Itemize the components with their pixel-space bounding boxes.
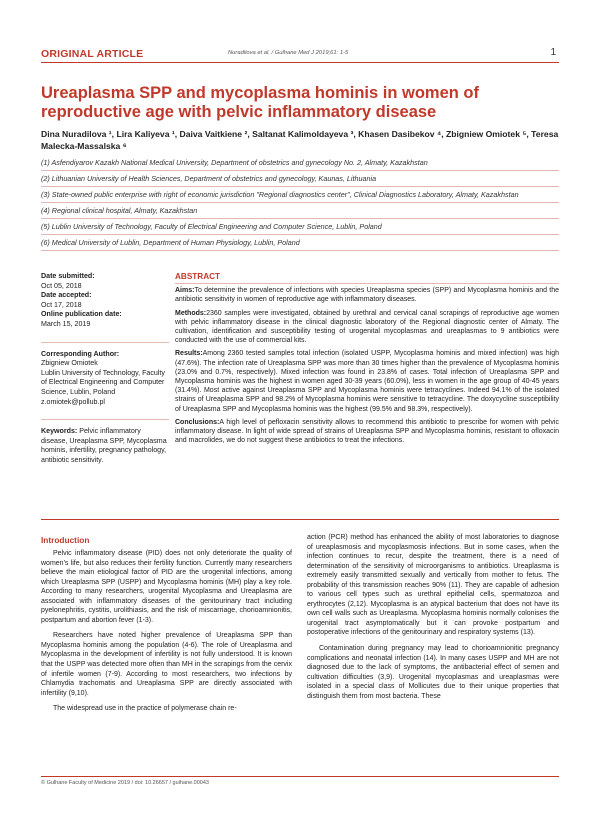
page-number: 1 — [550, 47, 556, 58]
abstract-aims — [175, 286, 559, 304]
article-type-label: ORIGINAL ARTICLE — [41, 48, 144, 60]
article-title: Ureaplasma SPP and mycoplasma hominis in women of reproductive age with pelvic inflammatory disease — [41, 84, 479, 121]
aims-label: Aims: — [175, 287, 195, 295]
submitted-date: Oct 05, 2018 — [41, 281, 82, 290]
accepted-label: Date accepted: — [41, 291, 92, 300]
conclusions-text: A high level of pefloxacin sensitivity allows to recommend this antibiotic to prescribe for women with pelvic inflammatory disease. In light of wide spread of strains of Ureaplasma SPP and Mycoplasma hominis, resistant to ofloxacin and macrolides, we do not suggest these antibiotics to treat the infections. — [175, 418, 559, 445]
section-divider — [41, 519, 559, 520]
affiliation-item: (1) Asfendiyarov Kazakh National Medical University, Department of obstetrics and gynecology No. 2, Almaty, Kazakhstan — [41, 155, 559, 171]
aims-text: To determine the prevalence of infections with species Ureaplasma species (SPP) and Mycoplasma hominis and the antibiotic sensitivity in women of reproductive age with inflammatory diseases. — [175, 287, 559, 304]
online-label: Online publication date: — [41, 310, 122, 319]
abstract-results — [175, 349, 559, 413]
corresponding-label: Corresponding Author: — [41, 349, 120, 358]
submitted-label: Date submitted: — [41, 272, 95, 280]
sidebar-divider — [41, 419, 169, 420]
body-paragraph: Researchers have noted higher prevalence of Ureaplasma SPP than Mycoplasma hominis among the population (4-6). The role of Ureaplasma and Mycoplasma in the development of infertility is not fully understood. It is known that the USPP was detected more often than MH in the scrapings from the cervix of infertile women (7-9). According to most researchers, two infections by Chlamydia trachomatis and Ureaplasma SPP are directly associated with infertility (9,10). — [41, 632, 292, 697]
affiliation-item: (3) State-owned public enterprise with right of economic jurisdiction "Regional diagnostics center", Clinical Diagnostics Laboratory, Almaty, Kazakhstan — [41, 187, 559, 203]
methods-text: 2360 samples were investigated, obtained by urethral and cervical canal scrapings of reproductive age women with pelvic inflammatory disease in the clinical diagnostic laboratory of the Regional diagnostic center of Almaty. The cultivation, identification and susceptibility testing of urogenital mycoplasmas and ureaplasmas to 9 antibiotics were conducted with the use of commercial kits. — [175, 309, 559, 345]
keywords-text: Pelvic inflammatory disease, Ureaplasma SPP, Mycoplasma hominis, infertility, pregnancy pathology, antibiotic sensitivity. — [41, 427, 167, 464]
body-paragraph: Contamination during pregnancy may lead to chorioamnionitic pregnancy complications and neonatal infection (14). In many cases USPP and MH are not diagnosed due to the lack of symptoms, the antibacterial effect of semen and cultivation difficulties (3,9). Urogenital mycoplasmas and ureaplasmas were isolated in a special class of Mollicutes due to their unique properties that distinguish them from most bacteria. These — [307, 645, 559, 700]
corresponding-email[interactable]: z.omiotek@pollub.pl — [41, 397, 105, 406]
author-list: Dina Nuradilova ¹, Lira Kaliyeva ¹, Daiva Vaitkiene ², Saltanat Kalimoldayeva ³, Khasen Dasibekov ⁴, Zbigniew Omiotek ⁵, Teresa Malecka-Massalska ⁶ — [41, 129, 559, 151]
abstract-heading: ABSTRACT — [175, 272, 559, 284]
sidebar-divider — [41, 342, 169, 343]
body-column-right — [307, 533, 559, 707]
body-paragraph: The widespread use in the practice of polymerase chain re- — [53, 705, 237, 713]
body-paragraph: action (PCR) method has enhanced the ability of most laboratories to diagnose of ureaplasmosis and mycoplasmosis infections. But in some cases, when the infection continues to recur, despite the treatment, there is a need of determination of the sensitivity of microorganisms to antibiotics. Ureaplasma is extremely easily transmitted sexually and vertically from mother to fetus. The probability of this transmission reaches 90% (11). They are capable of adhesion to various cell types such as urethral epithelial cells, spermatozoa and erythrocytes (2,12). Mycoplasma is an atypical bacterium that does not have its own cell walls such as Ureaplasma. Mycoplasma hominis normally colonises the urogenital tract asymptomatically but it can provoke postpartum and postoperative infections of the genitourinary and respiratory systems (13). — [307, 534, 559, 637]
affiliation-item: (6) Medical University of Lublin, Department of Human Physiology, Lublin, Poland — [41, 235, 559, 251]
article-info-sidebar — [41, 272, 169, 466]
methods-label: Methods: — [175, 309, 207, 317]
affiliation-list — [41, 155, 559, 251]
corresponding-name: Zbigniew Omiotek — [41, 359, 98, 368]
header-divider — [41, 62, 559, 63]
footer-divider — [41, 776, 559, 777]
abstract-methods — [175, 309, 559, 346]
results-label: Results: — [175, 350, 203, 358]
journal-citation: Nuradilova et al. / Gulhane Med J 2019;61: 1-5 — [228, 50, 349, 56]
affiliation-item: (4) Regional clinical hospital, Almaty, Kazakhstan — [41, 203, 559, 219]
abstract-conclusions — [175, 418, 559, 446]
body-column-left — [41, 549, 292, 720]
conclusions-label: Conclusions: — [175, 418, 220, 426]
footer-copyright: © Gulhane Faculty of Medicine 2019 / doi: 10.26657 / gulhane.00043 — [41, 780, 209, 786]
body-paragraph: Pelvic inflammatory disease (PID) does not only deteriorate the quality of women's life, but also reduces their fertility function. Currently many researchers believe the main etiological factor of PID are the urogenital infections, among which Ureaplasma SPP (USPP) and Mycoplasma hominis (MH) play a key role. According to many researchers, urogenital Mycoplasma and Ureaplasma are associated with inflammatory diseases of the genitourinary tract including pyelonephritis, cystitis, urolithiasis, and the risk of miscarriage, chorioamnionitis, postpartum and abortion fever (1-3). — [41, 550, 292, 624]
corresponding-address: Lublin University of Technology, Faculty of Electrical Engineering and Computer Science, Lublin, Poland — [41, 368, 165, 396]
affiliation-item: (2) Lithuanian University of Health Sciences, Department of obstetrics and gynecology, Kaunas, Lithuania — [41, 171, 559, 187]
dates-block — [41, 272, 169, 330]
affiliation-item: (5) Lublin University of Technology, Faculty of Electrical Engineering and Computer Science, Lublin, Poland — [41, 219, 559, 235]
corresponding-author-block — [41, 350, 169, 408]
results-text: Among 2360 tested samples total infection (isolated USPP, Mycoplasma hominis and mixed infection) was high (47.6%). The infection rate of Ureaplasma SPP was more than 30 times higher than the prevalence of Mycoplasma hominis (23.0% and 0.7%, respectively). Mixed infection was found in 23.8% of cases. Total infection of Ureaplasma SPP and Mycoplasma hominis was the highest in women aged 30-39 years (60.0%), less in women in the age group of 40-45 years (31.4%). Most active against Ureaplasma SPP and Mycoplasma hominis were tetracyclines. Indeed 94.1% of the isolated strains of Ureaplasma SPP and 98.2% of Mycoplasma hominis were sensitive to tetracycline. The doxycycline susceptibility of Ureaplasma SPP and Mycoplasma hominis was the highest (99.5% and 98.3%, respectively). — [175, 350, 559, 413]
online-date: March 15, 2019 — [41, 319, 91, 328]
keywords-block — [41, 427, 169, 465]
introduction-heading: Introduction — [41, 535, 90, 545]
abstract-section — [175, 272, 559, 449]
keywords-label: Keywords: — [41, 427, 78, 436]
accepted-date: Oct 17, 2018 — [41, 300, 82, 309]
